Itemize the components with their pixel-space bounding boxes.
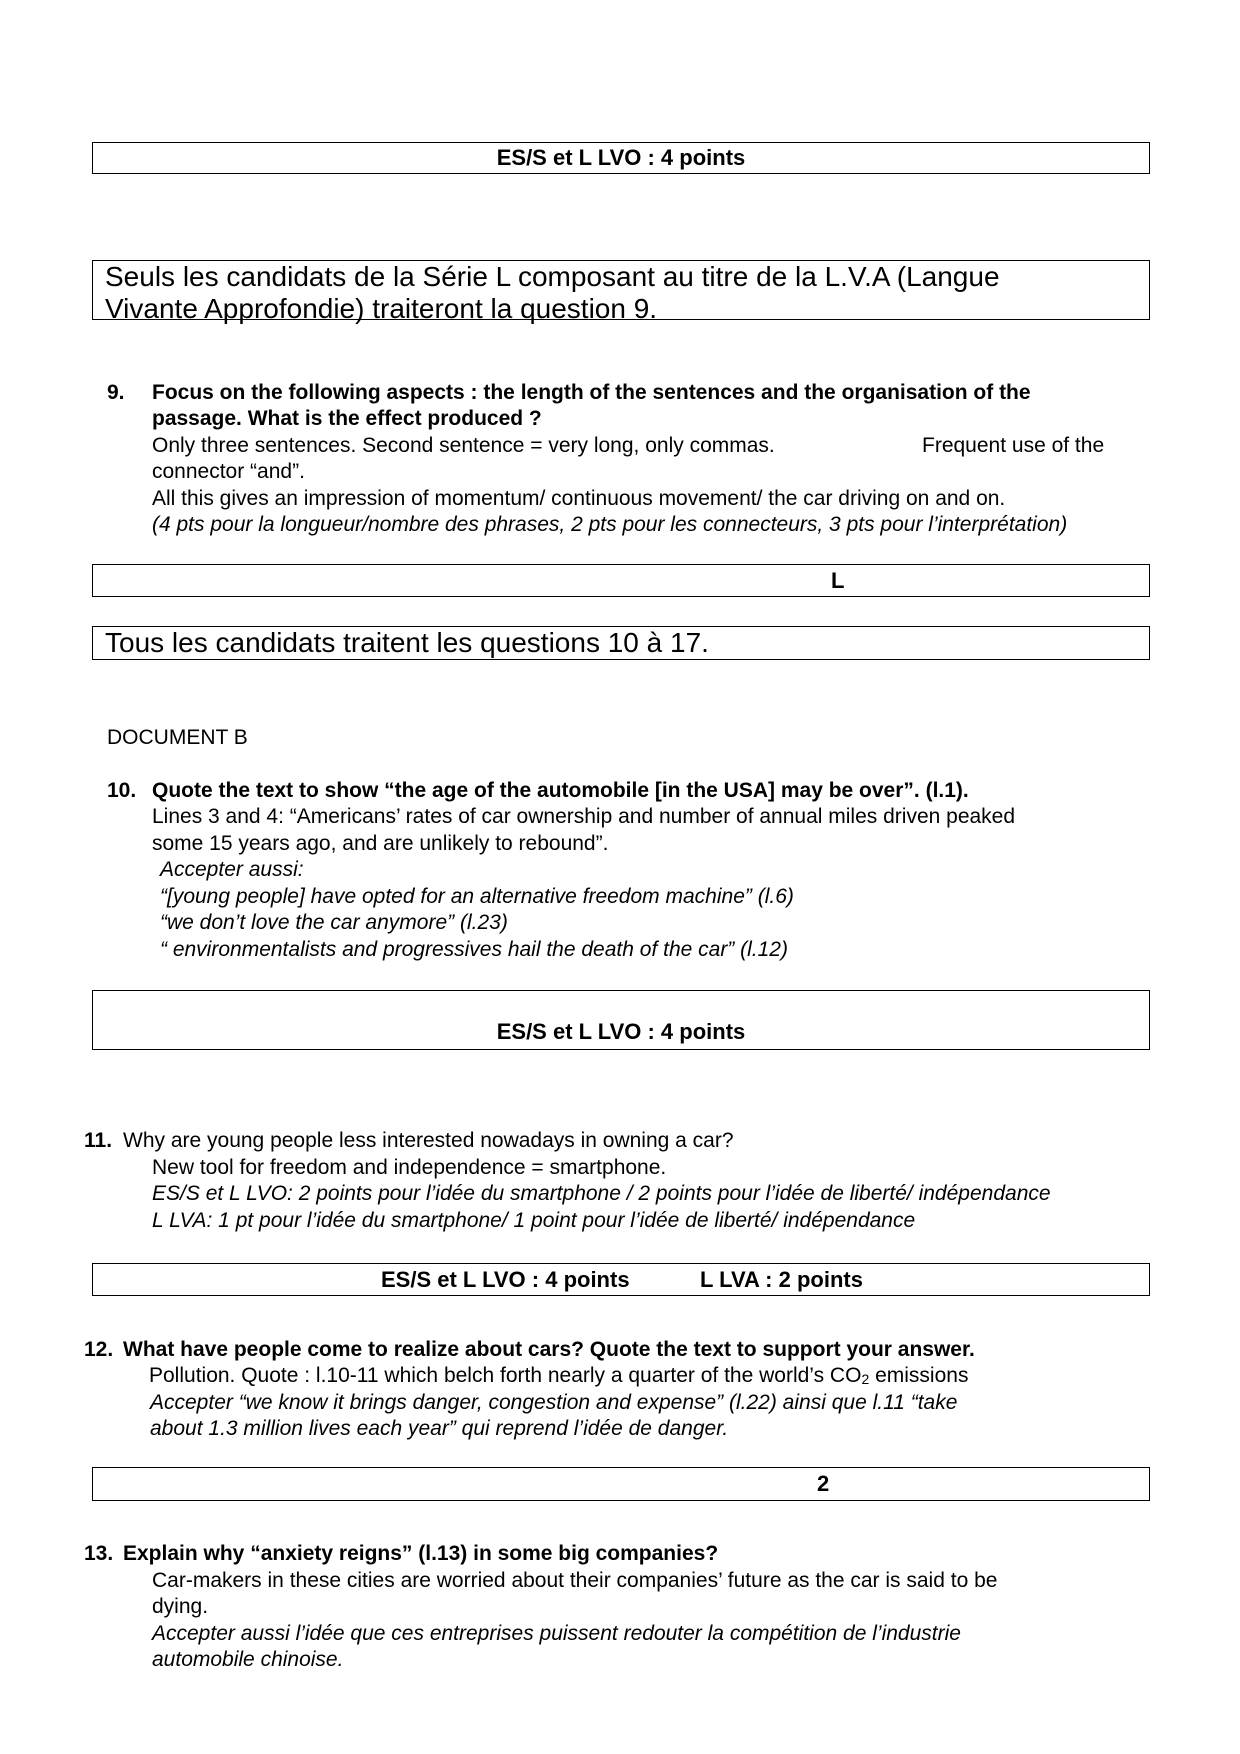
all-candidates-notice-box	[92, 626, 1150, 660]
q9-number: 9.	[107, 381, 125, 404]
q12-question: What have people come to realize about cars? Quote the text to support your answer.	[123, 1338, 975, 1361]
q10-alt-2: “we don’t love the car anymore” (l.23)	[160, 911, 508, 934]
score-box-5	[92, 1467, 1150, 1501]
q11-question: Why are young people less interested nowadays in owning a car?	[123, 1129, 734, 1152]
q10-alt-1: “[young people] have opted for an alternative freedom machine” (l.6)	[160, 885, 794, 908]
q13-answer-line1: Car-makers in these cities are worried about their companies’ future as the car is said to be	[152, 1569, 998, 1592]
score-box-4	[92, 1263, 1150, 1296]
q11-note-1: ES/S et L LVO: 2 points pour l’idée du smartphone / 2 points pour l’idée de liberté/ indépendance	[152, 1182, 1051, 1205]
q11-number: 11.	[84, 1129, 113, 1152]
q13-note-line1: Accepter aussi l’idée que ces entreprises puissent redouter la compétition de l’industrie	[152, 1622, 961, 1645]
q11-answer: New tool for freedom and independence = smartphone.	[152, 1156, 667, 1179]
score-box-l-label: L	[831, 568, 845, 593]
q13-note-line2: automobile chinoise.	[152, 1648, 344, 1671]
score-box-1	[92, 142, 1150, 174]
q9-question-line1: Focus on the following aspects : the length of the sentences and the organisation of the	[152, 381, 1031, 404]
q11-note-2: L LVA: 1 pt pour l’idée du smartphone/ 1 point pour l’idée de liberté/ indépendance	[152, 1209, 916, 1232]
lva-notice-line2: Vivante Approfondie) traiteront la question 9.	[105, 293, 658, 324]
score-box-4-left: ES/S et L LVO : 4 points	[381, 1267, 630, 1292]
q12-answer-post: emissions	[875, 1364, 969, 1387]
q10-answer-line1: Lines 3 and 4: “Americans’ rates of car ownership and number of annual miles driven peaked	[152, 805, 1016, 828]
q12-note-line2: about 1.3 million lives each year” qui reprend l’idée de danger.	[150, 1417, 729, 1440]
q12-note-line1: Accepter “we know it brings danger, congestion and expense” (l.22) ainsi que l.11 “take	[150, 1391, 958, 1414]
score-box-5-label: 2	[817, 1471, 830, 1496]
score-box-3	[92, 990, 1150, 1050]
lva-notice-line1: Seuls les candidats de la Série L composant au titre de la L.V.A (Langue	[105, 261, 1000, 292]
q10-answer-line2: some 15 years ago, and are unlikely to rebound”.	[152, 832, 609, 855]
q12-answer-sub: 2	[861, 1371, 870, 1387]
score-box-l	[92, 564, 1150, 597]
q10-question: Quote the text to show “the age of the automobile [in the USA] may be over”. (l.1).	[152, 779, 969, 802]
q13-question: Explain why “anxiety reigns” (l.13) in some big companies?	[123, 1542, 719, 1565]
q10-number: 10.	[107, 779, 137, 802]
q13-answer-line2: dying.	[152, 1595, 209, 1618]
all-candidates-notice: Tous les candidats traitent les questions 10 à 17.	[105, 627, 709, 658]
q9-answer-line1-left: Only three sentences. Second sentence = very long, only commas.	[152, 434, 775, 457]
score-box-3-label: ES/S et L LVO : 4 points	[496, 1019, 746, 1044]
q9-question-line2: passage. What is the effect produced ?	[152, 407, 542, 430]
score-box-4-right: L LVA : 2 points	[700, 1267, 863, 1292]
q12-answer	[149, 1363, 968, 1393]
q13-number: 13.	[84, 1542, 114, 1565]
document-b-heading: DOCUMENT B	[107, 726, 248, 749]
q9-answer-line3: All this gives an impression of momentum/ continuous movement/ the car driving on and on.	[152, 487, 1006, 510]
q9-answer-line1-right: Frequent use of the	[922, 434, 1105, 457]
q9-answer-line2: connector “and”.	[152, 460, 305, 483]
lva-notice-box	[92, 260, 1150, 324]
q10-accept-label: Accepter aussi:	[160, 858, 304, 881]
q12-answer-pre: Pollution. Quote : l.10-11 which belch forth nearly a quarter of the world’s CO	[149, 1364, 862, 1387]
q12-number: 12.	[84, 1338, 114, 1361]
score-box-1-label: ES/S et L LVO : 4 points	[496, 145, 746, 170]
q10-alt-3: “ environmentalists and progressives hail the death of the car” (l.12)	[160, 938, 788, 961]
q9-scoring-note: (4 pts pour la longueur/nombre des phrases, 2 pts pour les connecteurs, 3 pts pour l’interprétation)	[152, 513, 1068, 536]
